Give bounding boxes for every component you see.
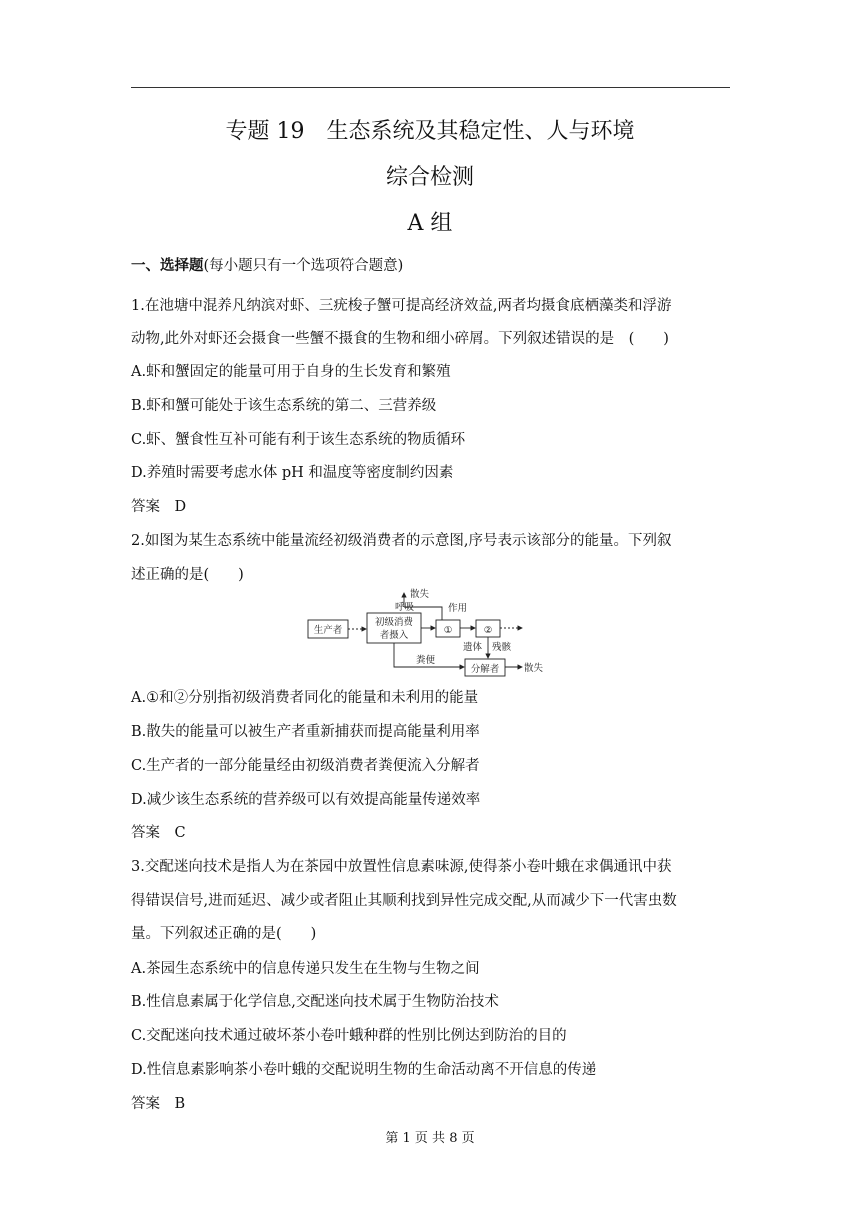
question-1-option-d: D.养殖时需要考虑水体 pH 和温度等密度制约因素 — [131, 465, 454, 481]
node2-label: ② — [483, 625, 493, 636]
section-heading — [131, 254, 731, 275]
question-2-answer: 答案 C — [131, 825, 186, 841]
question-2-option-d: D.减少该生态系统的营养级可以有效提高能量传递效率 — [131, 792, 481, 808]
decomposer-label: 分解者 — [470, 664, 500, 675]
page-subtitle: 综合检测 — [385, 165, 474, 190]
respiration-label: 呼吸 — [395, 602, 415, 613]
consumer-label-line-1: 初级消费 — [374, 617, 414, 628]
question-1-option-b: B.虾和蟹可能处于该生态系统的第二、三营养级 — [131, 398, 437, 414]
question-2-line-2: 述正确的是( ) — [131, 567, 244, 583]
question-1-line-1: 1.在池塘中混养凡纳滨对虾、三疣梭子蟹可提高经济效益,两者均摄食底栖藻类和浮游 — [131, 298, 672, 314]
question-2-option-b: B.散失的能量可以被生产者重新捕获而提高能量利用率 — [131, 724, 480, 740]
section-heading-note: (每小题只有一个选项符合题意) — [203, 258, 404, 274]
question-3-option-b: B.性信息素属于化学信息,交配迷向技术属于生物防治技术 — [131, 994, 499, 1010]
question-3-answer: 答案 B — [131, 1096, 186, 1112]
question-3-line-3: 量。下列叙述正确的是( ) — [131, 926, 317, 942]
section-heading-bold: 一、选择题 — [131, 257, 204, 274]
question-3-line-2: 得错误信号,进而延迟、减少或者阻止其顺利找到异性完成交配,从而减少下一代害虫数 — [131, 893, 677, 909]
question-2-option-c: C.生产者的一部分能量经由初级消费者粪便流入分解者 — [131, 758, 480, 774]
question-3-line-1: 3.交配迷向技术是指人为在茶园中放置性信息素味源,使得茶小卷叶蛾在求偶通讯中获 — [131, 859, 672, 875]
question-1-answer: 答案 D — [131, 499, 187, 515]
question-1-option-c: C.虾、蟹食性互补可能有利于该生态系统的物质循环 — [131, 432, 466, 448]
group-label: A 组 — [407, 211, 453, 236]
node1-label: ① — [443, 625, 453, 636]
carcass-label: 残骸 — [492, 642, 512, 653]
energy-flow-diagram — [300, 587, 560, 679]
page-title: 专题 19 生态系统及其稳定性、人与环境 — [225, 119, 635, 144]
question-2-option-a: A.①和②分别指初级消费者同化的能量和未利用的能量 — [131, 690, 479, 706]
question-3-option-d: D.性信息素影响茶小卷叶蛾的交配说明生物的生命活动离不开信息的传递 — [131, 1062, 597, 1078]
question-1-line-2: 动物,此外对虾还会摄食一些蟹不摄食的生物和细小碎屑。下列叙述错误的是 ( ) — [131, 331, 669, 347]
feces-label: 粪便 — [416, 655, 436, 666]
question-1-option-a: A.虾和蟹固定的能量可用于自身的生长发育和繁殖 — [131, 364, 451, 380]
loss-top-label: 散失 — [410, 589, 430, 600]
loss-right-label: 散失 — [524, 663, 544, 674]
remains-label: 遗体 — [463, 642, 483, 653]
question-2-line-1: 2.如图为某生态系统中能量流经初级消费者的示意图,序号表示该部分的能量。下列叙 — [131, 533, 672, 549]
consumer-label-line-2: 者摄入 — [379, 630, 409, 641]
page-footer: 第 1 页 共 8 页 — [385, 1131, 475, 1146]
question-3-option-c: C.交配迷向技术通过破坏茶小卷叶蛾种群的性别比例达到防治的目的 — [131, 1028, 567, 1044]
producer-label: 生产者 — [313, 625, 343, 636]
action-label: 作用 — [448, 603, 468, 614]
header-rule — [131, 87, 730, 88]
question-3-option-a: A.茶园生态系统中的信息传递只发生在生物与生物之间 — [131, 961, 480, 977]
